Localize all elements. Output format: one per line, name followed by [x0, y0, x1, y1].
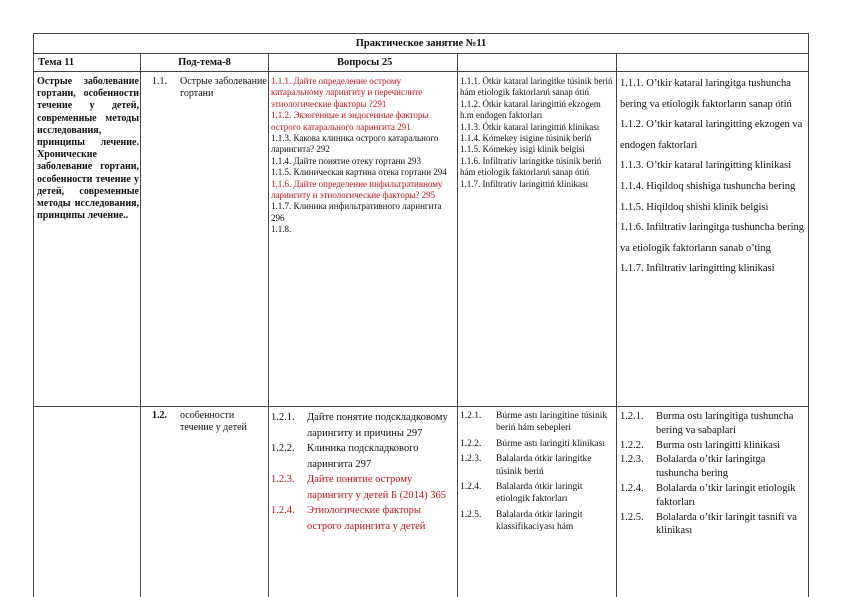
question-uz [620, 453, 806, 481]
question-text: Дайте понятие острому ларингиту у детей Б (2014) 365 [307, 474, 447, 501]
question-number: 1.2.2. [271, 443, 295, 454]
question-kk: 1.1.2. Ótkir kataral laringittiń ekzogem h.m endogen faktorları [460, 98, 601, 121]
question-text: Balalarda ótkir laringit klassifikaciyası hám [496, 509, 583, 533]
question-ru: 1.1.1. Дайте определение острому катаральному ларингиту и перечислите этиологические факторы ?291 [271, 76, 423, 109]
question-uz: 1.1.1. O’tkir kataral laringitga tushuncha bering va etiologik faktorların sanap ótiń [620, 78, 792, 110]
question-uz: 1.1.4. Hiqildoq shishiga tushuncha bering [620, 180, 796, 192]
question-ru [271, 441, 455, 472]
question-uz: 1.1.6. Infiltrativ laringitga tushuncha bering va etiologik faktorların sanab o’ting [620, 222, 804, 254]
question-number: 1.2.4. [460, 482, 482, 493]
question-number: 1.2.1. [620, 411, 644, 422]
question-uz: 1.1.2. O’tkir kataral laringitting ekzogen va endogen faktorlari [620, 119, 803, 151]
question-kk [460, 410, 614, 435]
question-uz [620, 511, 806, 539]
question-number: 1.2.1. [460, 411, 482, 421]
question-ru: 1.1.2. Экзогенные и эндогенные факторы острого катарального ларингита 291 [271, 110, 429, 132]
question-number: 1.2.1. [271, 412, 295, 423]
question-text: Búrme astı laringiti klinikası [496, 438, 605, 449]
questions-uz-cell [620, 74, 806, 280]
question-ru [271, 503, 455, 534]
questions-kk-cell [460, 410, 614, 534]
question-number: 1.2.5. [620, 511, 644, 523]
subtopic-text: Острые заболевание гортани [180, 76, 267, 100]
question-kk: 1.1.3. Ótkir kataral laringittiń klinikası [460, 121, 600, 132]
topic-cell [37, 76, 139, 404]
question-kk: 1.1.7. Infiltrativ laringittiń klinikası [460, 178, 588, 189]
column-divider [457, 54, 458, 597]
question-ru: 1.1.7. Клиника инфильтративного ларингита 296 [271, 201, 442, 223]
question-uz [620, 410, 806, 438]
question-uz: 1.1.3. O’tkir kataral laringitting klinikasi [620, 160, 791, 172]
question-text: Balalarda ótkir laringit etiologik faktorları [496, 482, 583, 505]
question-text: Bolalarda o’tkir laringit tasnifi va klinikası [656, 511, 797, 537]
question-kk: 1.1.5. Kómekey isigi klinik belgisi [460, 144, 585, 155]
subtopic-text: особенности течение у детей [180, 410, 247, 434]
questions-ru-cell [271, 76, 455, 236]
questions-ru-cell [271, 410, 455, 534]
header-subtopic: Под-тема-8 [141, 54, 268, 72]
question-number: 1.2.3. [620, 454, 644, 466]
topic-text: Острые заболевание гортани, особенности течение у детей, современные методы исследования, принципы лечение. Хронические заболевание гортани, особенности течение у детей, современные методы исследования, принципы лечение.. [37, 76, 139, 222]
question-number: 1.2.4. [271, 505, 295, 516]
question-ru: 1.1.8. [271, 224, 292, 235]
subtopic-number: 1.2. [152, 410, 167, 421]
question-number: 1.2.5. [460, 509, 482, 520]
questions-uz-cell [620, 410, 806, 538]
column-divider [268, 54, 269, 597]
questions-kk-cell [460, 76, 614, 190]
subtopic-cell [152, 76, 267, 100]
question-number: 1.2.3. [460, 454, 482, 465]
subtopic-number: 1.1. [152, 76, 167, 87]
question-kk [460, 438, 614, 450]
question-uz [620, 439, 806, 453]
question-text: Bolalarda o’tkir laringit etiologik faktorları [656, 482, 796, 508]
question-uz: 1.1.7. Infiltrativ laringitting klinikasi [620, 263, 775, 275]
question-kk [460, 509, 614, 534]
question-uz [620, 482, 806, 510]
header-questions: Вопросы 25 [269, 54, 457, 72]
header-topic: Тема 11 [34, 54, 140, 72]
column-divider [140, 54, 141, 597]
question-ru [271, 472, 455, 503]
question-text: Дайте понятие подскладковому ларингиту и причины 297 [307, 412, 448, 439]
question-text: Burma ostı laringitiga tushuncha bering va sabaplari [656, 411, 794, 436]
question-kk [460, 481, 614, 506]
subtopic-cell [152, 410, 267, 434]
question-ru: 1.1.4. Дайте понятие отеку гортани 293 [271, 155, 421, 166]
question-text: Этиологические факторы острого ларингита у детей [307, 505, 426, 532]
page-title: Практическое занятие №11 [34, 34, 808, 54]
question-kk: 1.1.6. Infiltrativ laringitke túsinik beriń hám etiologik faktorlarıń sanap ótiń [460, 155, 602, 178]
question-text: Búrme astı laringitine túsinik beriń hám sebepleri [496, 411, 608, 434]
header-empty-kk [458, 54, 616, 72]
question-number: 1.2.4. [620, 482, 644, 494]
header-empty-uz [617, 54, 808, 72]
question-ru [271, 410, 455, 441]
question-text: Balalarda ótkir laringitke túsinik beriń [496, 454, 592, 477]
lesson-table [33, 33, 809, 597]
question-text: Клиника подскладкового ларингита 297 [307, 443, 419, 470]
column-divider [616, 54, 617, 597]
question-ru: 1.1.5. Клиническая картина отека гортани 294 [271, 167, 447, 178]
question-kk [460, 453, 614, 478]
question-ru: 1.1.3. Какова клиника острого катарального ларингита? 292 [271, 133, 439, 155]
question-number: 1.2.2. [620, 439, 644, 451]
question-uz: 1.1.5. Hiqildoq shishi klinik belgisi [620, 201, 769, 213]
question-kk: 1.1.1. Ótkir kataral laringitke túsinik beriń hám etiologik faktorlarıń sanap ótiń [460, 76, 613, 98]
question-kk: 1.1.4. Kómekey isigine túsinik beriń [460, 133, 592, 144]
question-number: 1.2.2. [460, 438, 482, 449]
question-number: 1.2.3. [271, 474, 295, 485]
question-text: Bolalarda o’tkir laringitga tushuncha bering [656, 454, 766, 480]
row-divider [34, 406, 808, 407]
question-ru: 1.1.6. Дайте определение инфильтративному ларингиту и этиологические факторы? 295 [271, 178, 443, 201]
question-text: Burma ostı laringitti klinikasi [656, 439, 780, 451]
